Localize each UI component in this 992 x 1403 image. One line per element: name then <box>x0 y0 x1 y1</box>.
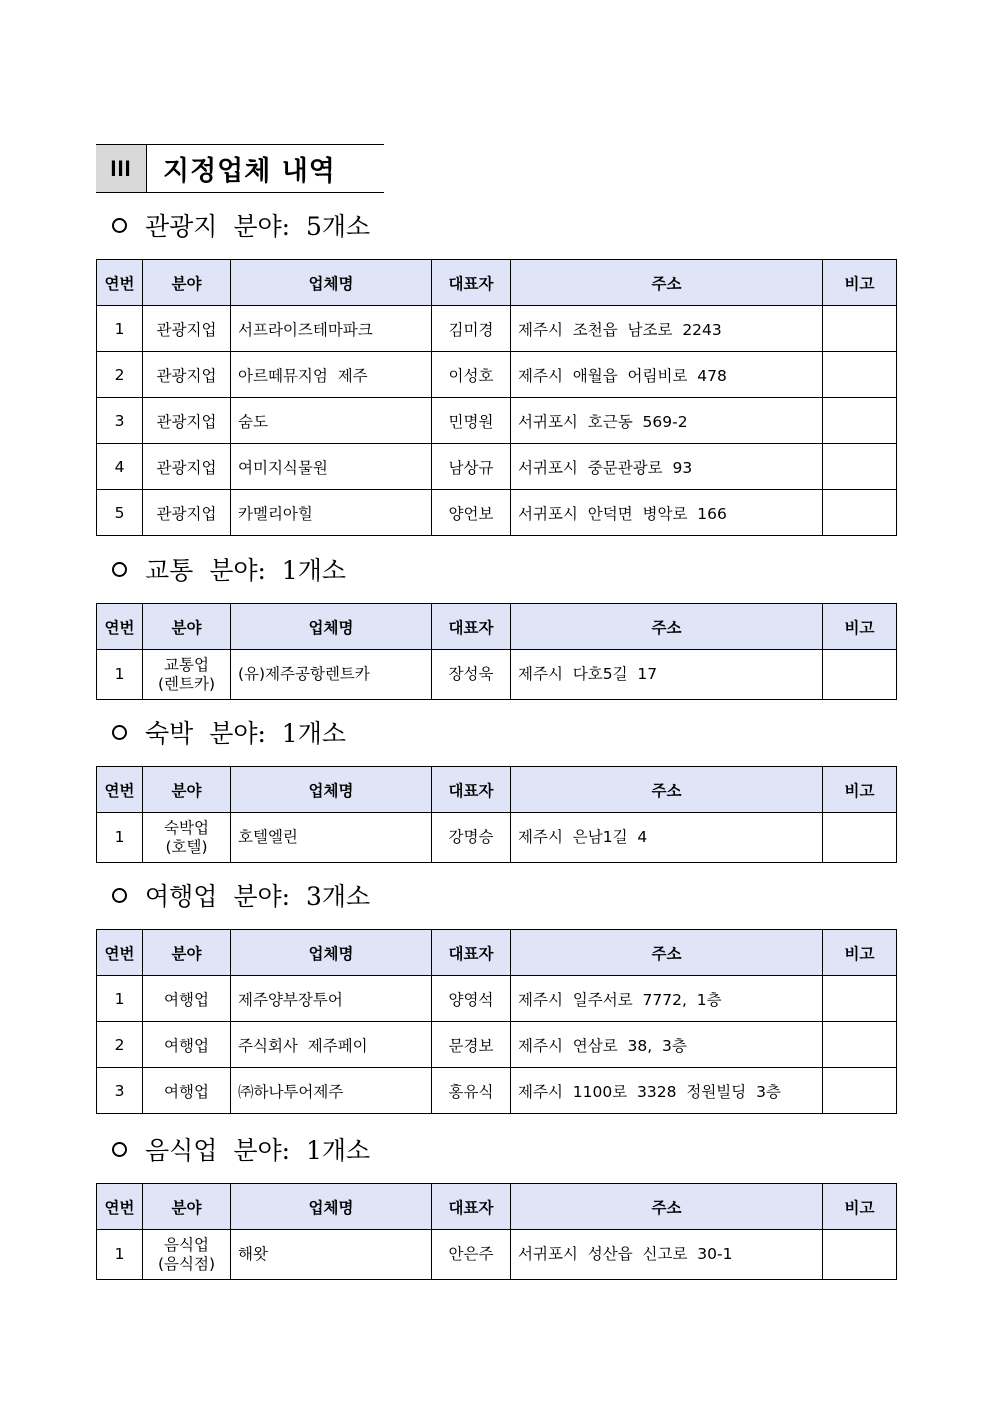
section-heading-lodging <box>112 714 346 750</box>
cell-category <box>143 1230 231 1280</box>
cell-company: (유)제주공항렌트카 <box>231 650 432 700</box>
cell-company: ㈜하나투어제주 <box>231 1068 432 1114</box>
cell-company: 아르떼뮤지엄 제주 <box>231 352 432 398</box>
table-row <box>97 813 897 863</box>
table-row <box>97 444 897 490</box>
cell-address: 서귀포시 중문관광로 93 <box>511 444 823 490</box>
cell-category: 관광지업 <box>143 306 231 352</box>
cell-address: 제주시 은남1길 4 <box>511 813 823 863</box>
header-company: 업체명 <box>231 604 432 650</box>
header-category: 분야 <box>143 1184 231 1230</box>
category-line-2: (음식점) <box>157 1254 215 1273</box>
header-address: 주소 <box>511 604 823 650</box>
cell-representative: 문경보 <box>432 1022 511 1068</box>
header-note: 비고 <box>823 930 897 976</box>
header-no: 연번 <box>97 930 143 976</box>
header-category: 분야 <box>143 260 231 306</box>
cell-address: 서귀포시 성산읍 신고로 30-1 <box>511 1230 823 1280</box>
circle-bullet-icon <box>112 562 127 577</box>
section-heading-travel <box>112 877 370 913</box>
header-category: 분야 <box>143 604 231 650</box>
category-line-2: (렌트카) <box>157 674 215 693</box>
header-no: 연번 <box>97 260 143 306</box>
cell-no: 1 <box>97 306 143 352</box>
table-header-row <box>97 260 897 306</box>
header-company: 업체명 <box>231 767 432 813</box>
cell-note <box>823 976 897 1022</box>
section-heading-tourism <box>112 207 370 243</box>
cell-company: 해왓 <box>231 1230 432 1280</box>
header-no: 연번 <box>97 604 143 650</box>
cell-note <box>823 1022 897 1068</box>
cell-category <box>143 813 231 863</box>
table-row <box>97 490 897 536</box>
chapter-number: III <box>96 145 147 192</box>
header-category: 분야 <box>143 767 231 813</box>
cell-address: 서귀포시 안덕면 병악로 166 <box>511 490 823 536</box>
chapter-title <box>96 144 384 193</box>
table-row <box>97 976 897 1022</box>
circle-bullet-icon <box>112 888 127 903</box>
cell-note <box>823 490 897 536</box>
cell-category: 관광지업 <box>143 398 231 444</box>
cell-no: 1 <box>97 813 143 863</box>
section-heading-transport <box>112 551 346 587</box>
cell-category: 여행업 <box>143 1068 231 1114</box>
table-header-row <box>97 767 897 813</box>
table-row <box>97 398 897 444</box>
cell-category: 관광지업 <box>143 490 231 536</box>
table-header-row <box>97 1184 897 1230</box>
cell-category: 관광지업 <box>143 444 231 490</box>
section-heading-restaurant <box>112 1131 370 1167</box>
cell-representative: 안은주 <box>432 1230 511 1280</box>
header-address: 주소 <box>511 930 823 976</box>
cell-address: 제주시 다호5길 17 <box>511 650 823 700</box>
cell-address: 제주시 조천읍 남조로 2243 <box>511 306 823 352</box>
table-row <box>97 1022 897 1068</box>
cell-company: 숨도 <box>231 398 432 444</box>
cell-note <box>823 444 897 490</box>
category-line-1: 음식업 <box>164 1235 209 1254</box>
header-no: 연번 <box>97 1184 143 1230</box>
section-heading-text: 여행업 분야: 3개소 <box>145 882 371 911</box>
cell-company: 주식회사 제주페이 <box>231 1022 432 1068</box>
cell-no: 2 <box>97 352 143 398</box>
cell-category: 관광지업 <box>143 352 231 398</box>
cell-category <box>143 650 231 700</box>
cell-representative: 양영석 <box>432 976 511 1022</box>
header-representative: 대표자 <box>432 260 511 306</box>
header-company: 업체명 <box>231 260 432 306</box>
lodging-table <box>96 766 897 863</box>
cell-no: 1 <box>97 1230 143 1280</box>
cell-no: 3 <box>97 398 143 444</box>
cell-note <box>823 1230 897 1280</box>
cell-note <box>823 650 897 700</box>
transport-table <box>96 603 897 700</box>
header-category: 분야 <box>143 930 231 976</box>
header-company: 업체명 <box>231 1184 432 1230</box>
cell-representative: 김미경 <box>432 306 511 352</box>
cell-representative: 홍유식 <box>432 1068 511 1114</box>
cell-note <box>823 398 897 444</box>
cell-representative: 강명승 <box>432 813 511 863</box>
header-representative: 대표자 <box>432 1184 511 1230</box>
circle-bullet-icon <box>112 1142 127 1157</box>
tourism-table <box>96 259 897 536</box>
section-heading-text: 음식업 분야: 1개소 <box>145 1136 371 1165</box>
table-header-row <box>97 604 897 650</box>
header-representative: 대표자 <box>432 767 511 813</box>
cell-address: 제주시 1100로 3328 정원빌딩 3층 <box>511 1068 823 1114</box>
cell-no: 1 <box>97 976 143 1022</box>
cell-representative: 양언보 <box>432 490 511 536</box>
table-row <box>97 1068 897 1114</box>
cell-address: 제주시 연삼로 38, 3층 <box>511 1022 823 1068</box>
header-representative: 대표자 <box>432 604 511 650</box>
cell-representative: 남상규 <box>432 444 511 490</box>
cell-representative: 민명원 <box>432 398 511 444</box>
cell-no: 5 <box>97 490 143 536</box>
header-no: 연번 <box>97 767 143 813</box>
cell-note <box>823 813 897 863</box>
cell-no: 1 <box>97 650 143 700</box>
header-representative: 대표자 <box>432 930 511 976</box>
travel-table <box>96 929 897 1114</box>
cell-address: 서귀포시 호근동 569-2 <box>511 398 823 444</box>
cell-address: 제주시 애월읍 어림비로 478 <box>511 352 823 398</box>
header-note: 비고 <box>823 260 897 306</box>
header-company: 업체명 <box>231 930 432 976</box>
cell-no: 3 <box>97 1068 143 1114</box>
cell-no: 4 <box>97 444 143 490</box>
cell-note <box>823 352 897 398</box>
table-header-row <box>97 930 897 976</box>
header-address: 주소 <box>511 767 823 813</box>
circle-bullet-icon <box>112 725 127 740</box>
header-address: 주소 <box>511 260 823 306</box>
table-row <box>97 306 897 352</box>
circle-bullet-icon <box>112 218 127 233</box>
header-note: 비고 <box>823 767 897 813</box>
cell-company: 호텔엘린 <box>231 813 432 863</box>
cell-representative: 장성욱 <box>432 650 511 700</box>
table-row <box>97 1230 897 1280</box>
cell-company: 카멜리아힐 <box>231 490 432 536</box>
restaurant-table <box>96 1183 897 1280</box>
chapter-title-text: 지정업체 내역 <box>163 156 336 187</box>
cell-category: 여행업 <box>143 976 231 1022</box>
category-line-2: (호텔) <box>165 837 208 856</box>
section-heading-text: 교통 분야: 1개소 <box>145 556 347 585</box>
category-line-1: 교통업 <box>164 655 209 674</box>
cell-note <box>823 1068 897 1114</box>
cell-category: 여행업 <box>143 1022 231 1068</box>
cell-company: 서프라이즈테마파크 <box>231 306 432 352</box>
cell-company: 제주양부장투어 <box>231 976 432 1022</box>
table-row <box>97 352 897 398</box>
section-heading-text: 숙박 분야: 1개소 <box>145 719 347 748</box>
table-row <box>97 650 897 700</box>
header-note: 비고 <box>823 1184 897 1230</box>
header-address: 주소 <box>511 1184 823 1230</box>
category-line-1: 숙박업 <box>164 818 209 837</box>
cell-representative: 이성호 <box>432 352 511 398</box>
header-note: 비고 <box>823 604 897 650</box>
cell-address: 제주시 일주서로 7772, 1층 <box>511 976 823 1022</box>
cell-note <box>823 306 897 352</box>
cell-no: 2 <box>97 1022 143 1068</box>
cell-company: 여미지식물원 <box>231 444 432 490</box>
section-heading-text: 관광지 분야: 5개소 <box>145 212 371 241</box>
